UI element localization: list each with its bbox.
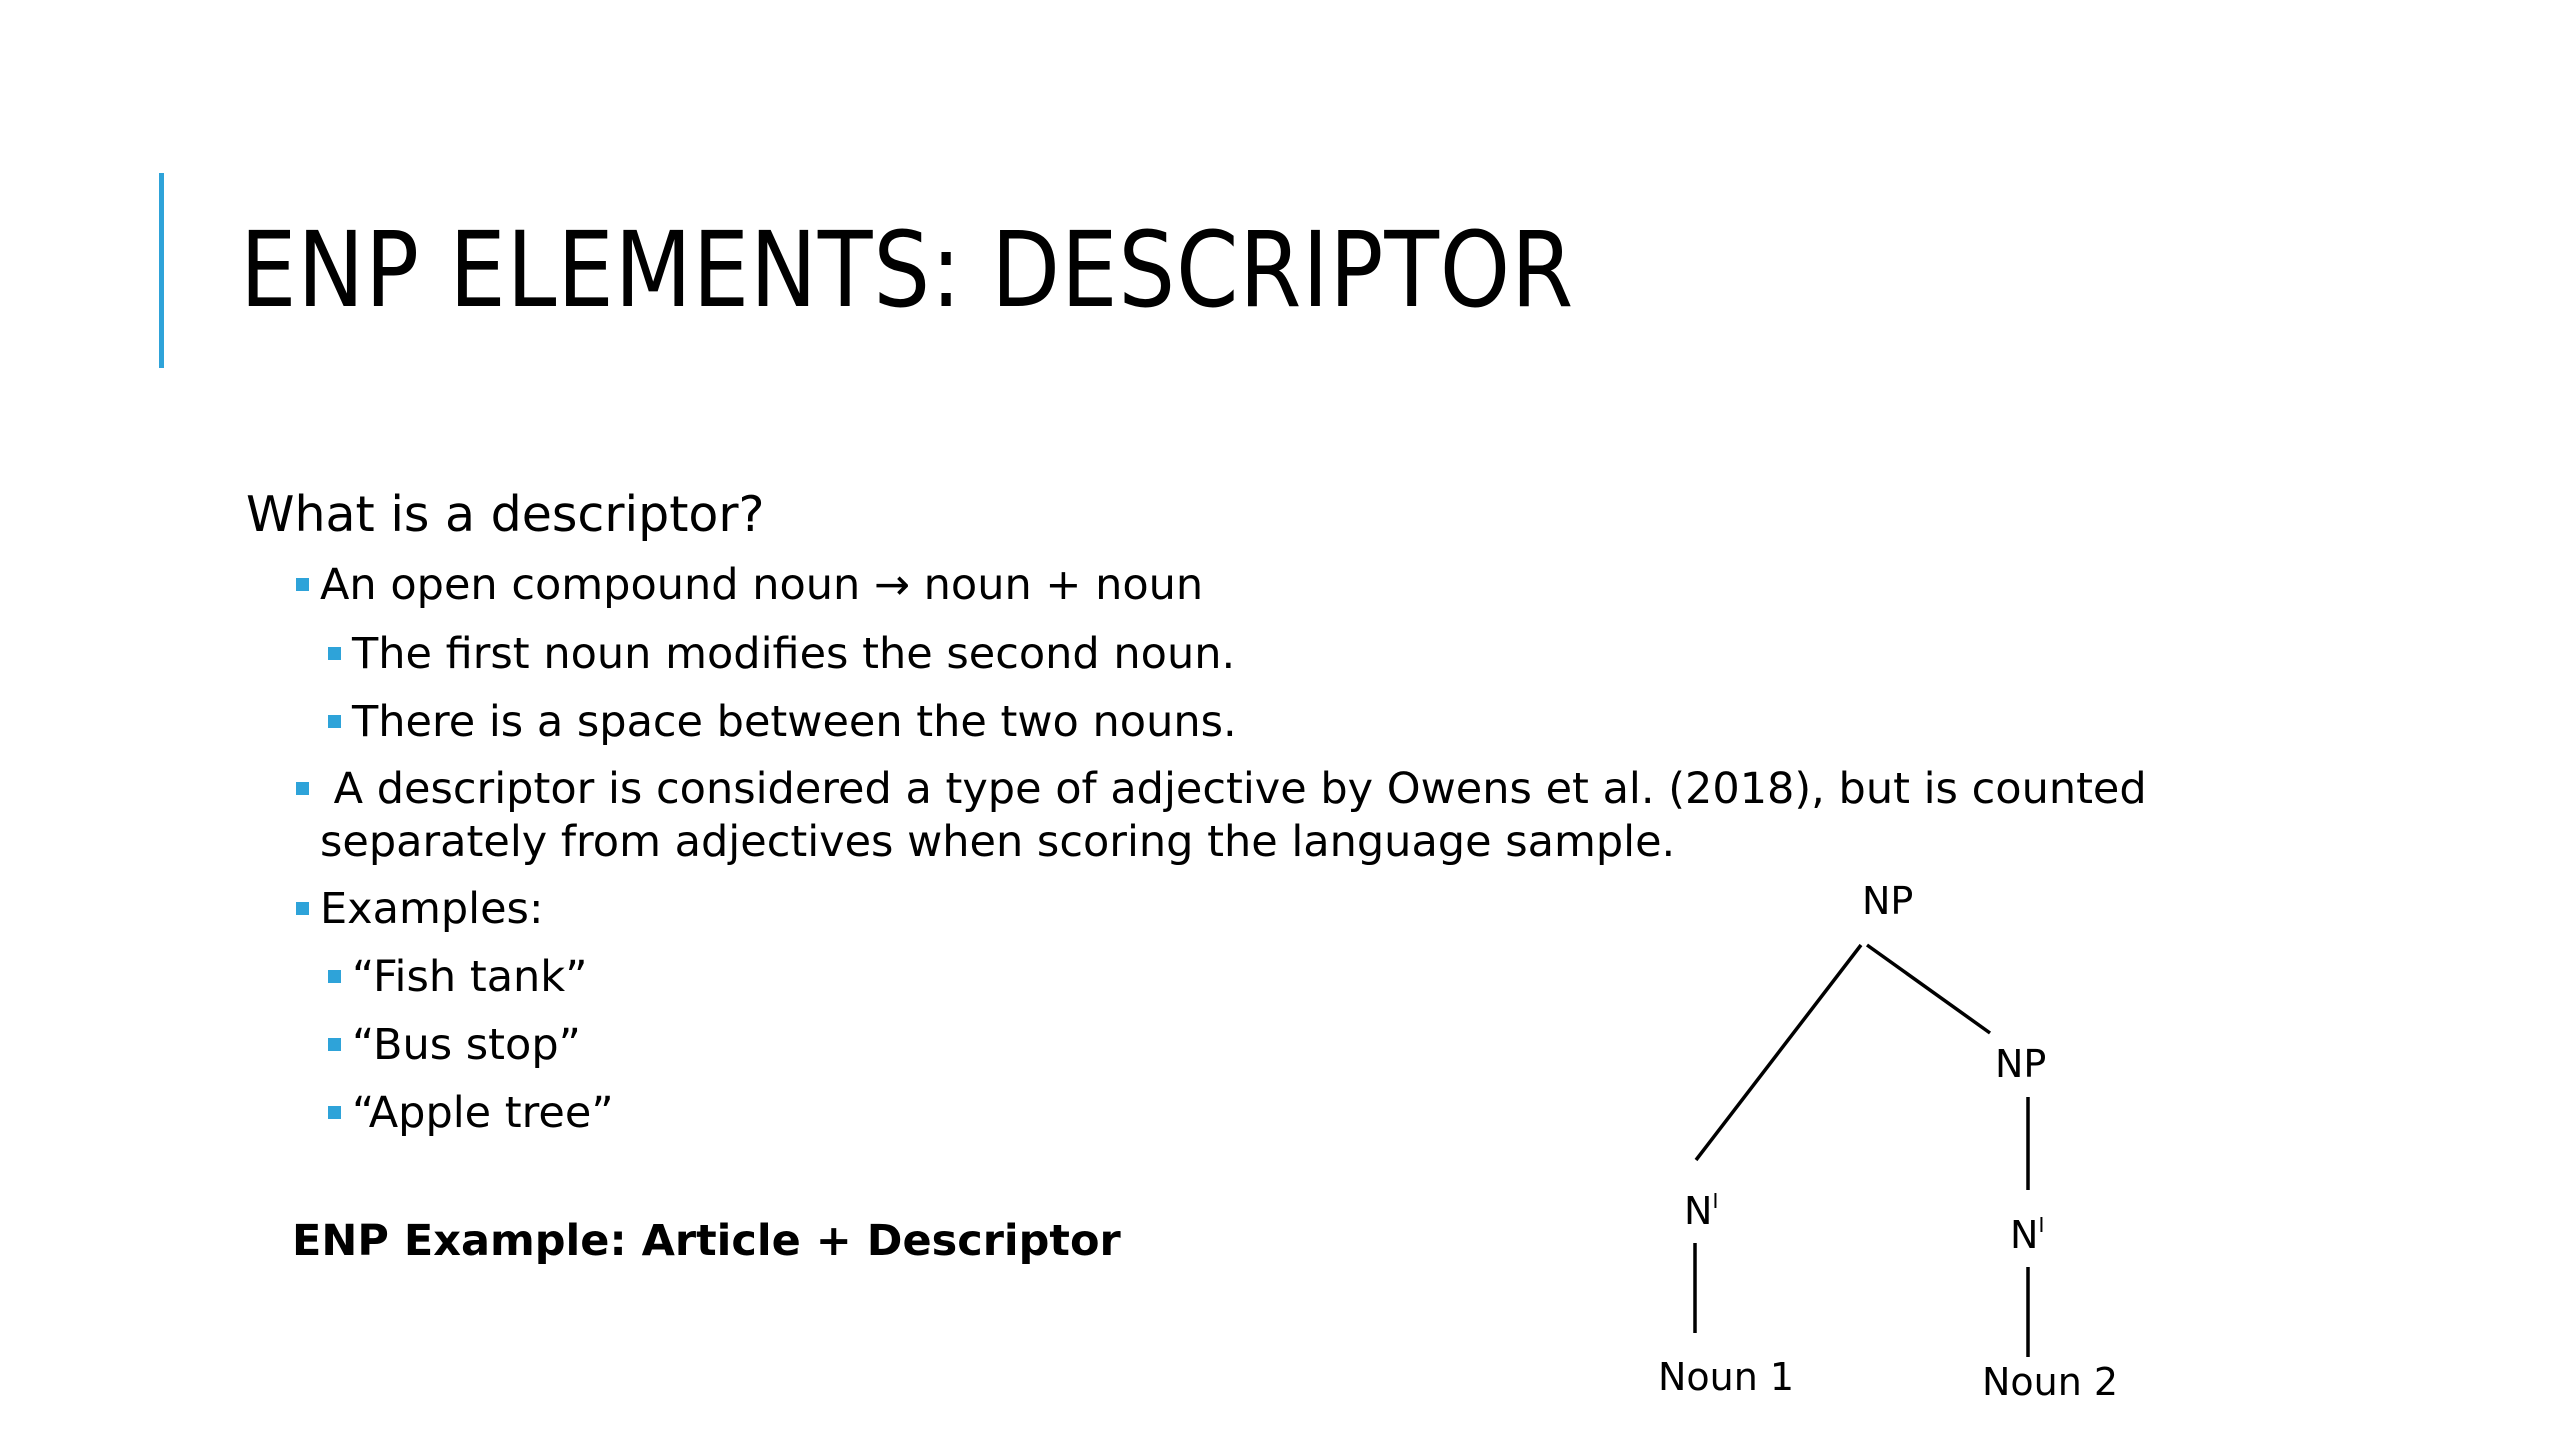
tree-leaf-noun-1: Noun 1 <box>1658 1355 1795 1399</box>
bullet-text: An open compound noun → noun + noun <box>320 560 1204 610</box>
bullet-text: separately from adjectives when scoring the language sample. <box>320 817 1676 867</box>
bullet-text: The first noun modifies the second noun. <box>352 629 1236 679</box>
enp-example-label: ENP Example: Article + Descriptor <box>292 1216 1121 1266</box>
tree-left-nbar: $N^I$ <box>1684 1189 1719 1233</box>
question-heading: What is a descriptor? <box>246 486 765 543</box>
bullet-text: Examples: <box>320 884 544 934</box>
example-text: “Apple tree” <box>352 1088 614 1138</box>
slide-title: ENP ELEMENTS: DESCRIPTOR <box>240 209 1575 331</box>
tree-leaf-noun-2: Noun 2 <box>1982 1360 2119 1404</box>
tree-edge-root-right <box>1867 945 1990 1033</box>
tree-right-np: NP <box>1995 1042 2047 1086</box>
tree-right-nbar: $N^I$ <box>2010 1213 2045 1257</box>
bullet-text: There is a space between the two nouns. <box>352 697 1237 747</box>
tree-edge-root-left <box>1696 945 1861 1160</box>
bullet-text: A descriptor is considered a type of adjective by Owens et al. (2018), but is counted <box>320 764 2147 814</box>
example-text: “Fish tank” <box>352 952 588 1002</box>
example-text: “Bus stop” <box>352 1020 581 1070</box>
tree-root-np: NP <box>1862 879 1914 923</box>
